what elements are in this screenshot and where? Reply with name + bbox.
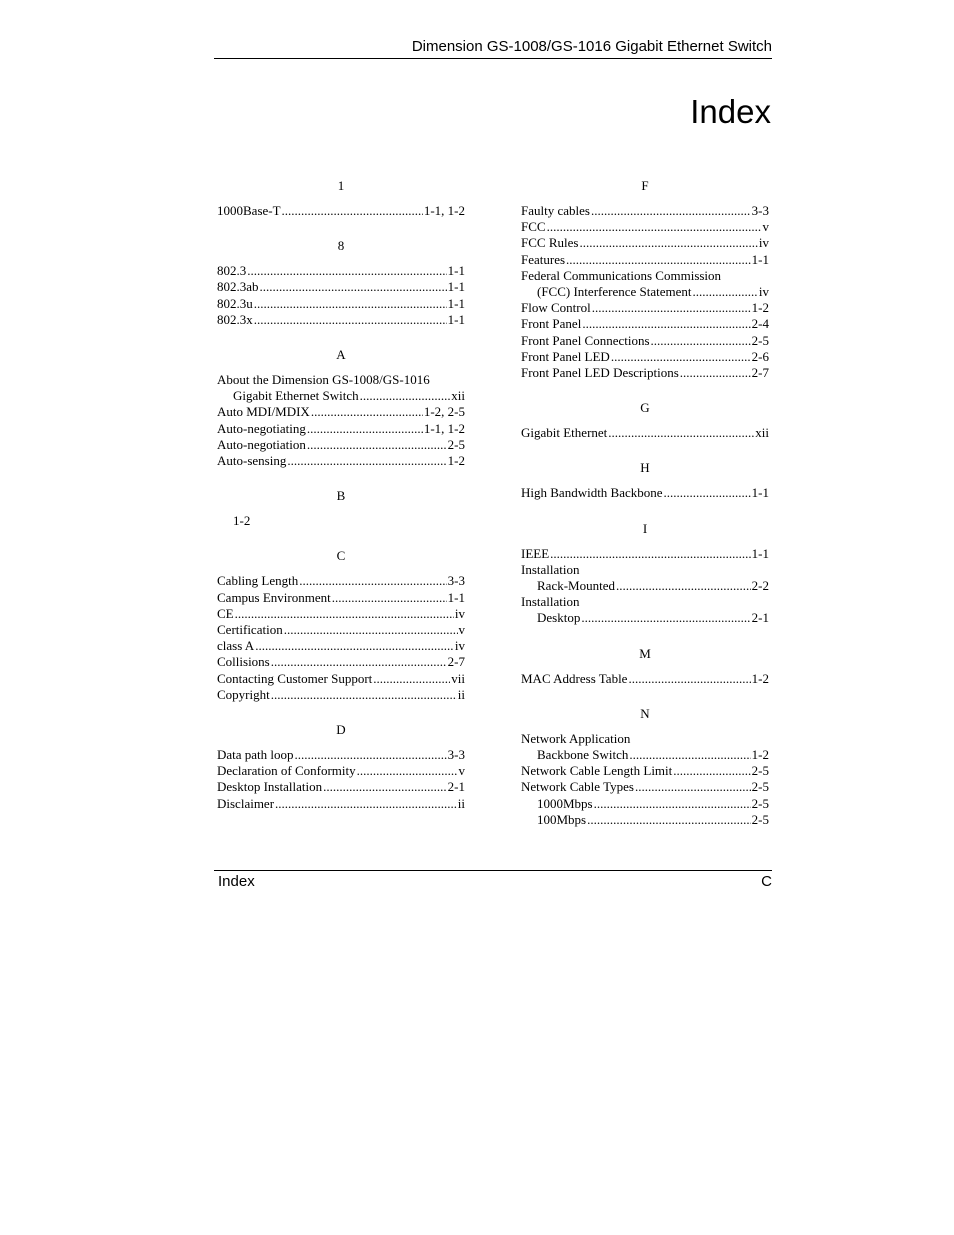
index-entry <box>217 654 465 670</box>
index-section <box>217 178 465 219</box>
dot-leader <box>295 747 447 763</box>
footer-page-number: C <box>761 873 772 890</box>
index-entry <box>217 573 465 589</box>
index-entry <box>217 622 465 638</box>
index-entry <box>217 453 465 469</box>
index-entry-page: 3-3 <box>751 203 769 218</box>
index-entry <box>521 333 769 349</box>
index-entry <box>521 235 769 251</box>
index-entry-page: ii <box>457 795 465 811</box>
index-entry-page: 1-1 <box>447 295 465 311</box>
index-entry <box>217 203 465 219</box>
dot-leader <box>373 671 450 687</box>
index-entry-term: 802.3ab <box>217 279 259 295</box>
index-entry-term: Network Cable Length Limit <box>521 763 673 779</box>
index-entry-page: 1-1 <box>751 251 769 267</box>
index-entry-page: 2-7 <box>751 365 769 381</box>
index-entry <box>521 425 769 441</box>
index-entry-term: Cabling Length <box>217 573 299 589</box>
index-entry-page: 1-1 <box>447 279 465 295</box>
index-entry <box>521 203 769 219</box>
index-entry-page: 2-1 <box>751 610 769 626</box>
index-entry <box>217 421 465 437</box>
index-entry-page: 2-5 <box>751 795 769 811</box>
section-letter: C <box>336 548 346 564</box>
index-entry-page: 1-1, 1-2 <box>423 420 465 436</box>
section-letter: 8 <box>337 238 345 254</box>
index-entry-page: 1-2 <box>751 670 769 686</box>
index-entry <box>521 578 769 594</box>
index-entry-page: 2-5 <box>447 436 465 452</box>
index-entry-page: 2-6 <box>751 348 769 364</box>
index-entry <box>217 747 465 763</box>
index-section <box>521 521 769 627</box>
dot-leader <box>311 404 423 420</box>
dot-leader <box>299 573 446 589</box>
index-entry-term: class A <box>217 638 255 654</box>
index-entry-term: Desktop <box>537 610 581 626</box>
index-entry-term: 100Mbps <box>537 811 587 827</box>
index-entry <box>217 796 465 812</box>
index-entry <box>521 316 769 332</box>
section-letter: H <box>640 460 650 476</box>
dot-leader <box>360 388 451 404</box>
index-entry-page: v <box>762 219 769 235</box>
index-entry <box>217 671 465 687</box>
dot-leader <box>680 365 751 381</box>
dot-leader <box>611 349 751 365</box>
dot-leader <box>693 284 758 300</box>
dot-leader <box>582 316 750 332</box>
section-letter: G <box>640 400 650 416</box>
index-entry-term: Gigabit Ethernet Switch <box>233 388 359 404</box>
index-entry-page: 1-1, 1-2 <box>423 203 465 218</box>
index-entry-term: Federal Communications Commission <box>521 267 722 283</box>
index-entry-term: Auto-negotiating <box>217 420 306 436</box>
index-entry <box>217 590 465 606</box>
section-letter: A <box>336 347 346 363</box>
index-entry-term: Desktop Installation <box>217 779 323 795</box>
index-entry-page: 1-1 <box>447 589 465 605</box>
dot-leader <box>271 687 457 703</box>
index-entry-term: Flow Control <box>521 300 591 316</box>
index-section <box>217 488 465 529</box>
dot-leader <box>592 300 751 316</box>
index-entry-page: 2-5 <box>751 779 769 795</box>
dot-leader <box>254 296 447 312</box>
section-letter: F <box>641 178 649 193</box>
index-entry-term: About the Dimension GS-1008/GS-1016 <box>217 372 430 388</box>
index-entry-term: Installation <box>521 594 580 610</box>
dot-leader <box>664 485 751 501</box>
index-entry-term: Installation <box>521 561 580 577</box>
index-entry <box>217 388 465 404</box>
index-entry <box>521 252 769 268</box>
dot-leader <box>550 546 751 562</box>
index-entry-term: FCC <box>521 219 546 235</box>
dot-leader <box>357 763 458 779</box>
dot-leader <box>271 654 447 670</box>
index-entry <box>217 312 465 328</box>
dot-leader <box>594 796 751 812</box>
index-entry-page: 2-5 <box>751 763 769 779</box>
index-entry <box>217 437 465 453</box>
index-entry-term: Gigabit Ethernet <box>521 425 608 441</box>
index-entry-term: Disclaimer <box>217 795 275 811</box>
section-letter: I <box>642 520 648 536</box>
index-entry-page: 1-1 <box>751 485 769 501</box>
index-entry-term: Copyright <box>217 686 270 702</box>
dot-leader <box>247 263 446 279</box>
index-entry-term: Data path loop <box>217 747 294 763</box>
dot-leader <box>635 779 751 795</box>
footer-section-label: Index <box>218 873 255 890</box>
index-section <box>521 646 769 687</box>
dot-leader <box>284 622 458 638</box>
index-entry <box>217 779 465 795</box>
index-entry-term: Campus Environment <box>217 589 331 605</box>
index-entry-term: 802.3 <box>217 263 247 279</box>
index-entry-page: 2-5 <box>751 332 769 348</box>
index-entry-term: (FCC) Interference Statement <box>537 284 692 300</box>
index-entry-page: iv <box>758 235 769 251</box>
index-entry-term: Rack-Mounted <box>537 578 615 594</box>
index-entry <box>521 812 769 828</box>
index-entry-page: 2-7 <box>447 654 465 670</box>
index-entry <box>217 296 465 312</box>
dot-leader <box>275 796 457 812</box>
index-entry <box>521 365 769 381</box>
index-entry-term: Front Panel <box>521 316 582 332</box>
index-entry-page: vii <box>451 670 465 686</box>
index-entry <box>217 687 465 703</box>
index-entry-page: v <box>458 622 465 638</box>
index-entry-term: Certification <box>217 622 283 638</box>
index-entry <box>521 284 769 300</box>
index-entry-page: 1-1 <box>447 263 465 279</box>
index-entry-term: Auto-sensing <box>217 453 287 469</box>
index-section <box>217 347 465 469</box>
dot-leader <box>282 203 423 219</box>
index-column-left <box>217 178 465 831</box>
dot-leader <box>581 610 750 626</box>
index-section <box>521 460 769 501</box>
index-entry-term: Features <box>521 251 566 267</box>
dot-leader <box>547 219 762 235</box>
dot-leader <box>587 812 751 828</box>
dot-leader <box>579 235 757 251</box>
index-entry-page: 1-2 <box>751 300 769 316</box>
index-entry-term: Auto MDI/MDIX <box>217 404 310 420</box>
running-footer <box>214 870 772 892</box>
index-entry <box>217 404 465 420</box>
dot-leader <box>608 425 754 441</box>
section-letter: B <box>336 488 346 504</box>
index-section <box>521 178 769 381</box>
index-entry <box>521 300 769 316</box>
section-letter: 1 <box>337 178 345 193</box>
index-section <box>217 548 465 703</box>
index-entry-page: 1-2, 2-5 <box>423 404 465 420</box>
index-entry-term: Network Application <box>521 730 631 746</box>
index-entry-term: Front Panel Connections <box>521 332 650 348</box>
index-entry-page: 1-2 <box>751 747 769 763</box>
index-entry-page: iv <box>454 638 465 654</box>
index-entry-page: 1-1 <box>447 311 465 327</box>
index-entry <box>217 763 465 779</box>
dot-leader <box>323 779 447 795</box>
dot-leader <box>651 333 751 349</box>
index-entry-page: 2-5 <box>751 811 769 827</box>
index-entry-term: Declaration of Conformity <box>217 763 356 779</box>
index-entry-term: 1000Base-T <box>217 203 281 218</box>
index-entry-term: Contacting Customer Support <box>217 670 373 686</box>
index-entry <box>521 796 769 812</box>
index-section <box>217 722 465 812</box>
index-entry-term: Network Cable Types <box>521 779 634 795</box>
index-entry-page: 3-3 <box>447 747 465 763</box>
index-entry-term: 1000Mbps <box>537 795 593 811</box>
index-entry-term: 802.3x <box>217 311 253 327</box>
dot-leader <box>629 747 750 763</box>
index-section <box>521 400 769 441</box>
dot-leader <box>254 312 447 328</box>
index-entry <box>217 263 465 279</box>
index-entry-page: 2-4 <box>751 316 769 332</box>
index-entry <box>521 671 769 687</box>
index-entry <box>217 279 465 295</box>
dot-leader <box>287 453 446 469</box>
index-entry-term: 1-2 <box>233 513 251 529</box>
dot-leader <box>673 763 750 779</box>
index-entry <box>521 219 769 235</box>
index-entry-page: 2-1 <box>447 779 465 795</box>
index-entry-term: Faulty cables <box>521 203 590 218</box>
index-entry-term: Collisions <box>217 654 270 670</box>
index-entry-term: Front Panel LED <box>521 348 610 364</box>
dot-leader <box>235 606 454 622</box>
index-entry-term: CE <box>217 605 234 621</box>
index-section <box>217 238 465 328</box>
index-entry <box>521 546 769 562</box>
page-title: Index <box>690 93 771 130</box>
dot-leader <box>307 421 423 437</box>
index-entry <box>521 763 769 779</box>
index-entry <box>521 747 769 763</box>
index-entry-term: Auto-negotiation <box>217 436 306 452</box>
index-entry-term: IEEE <box>521 545 550 561</box>
index-entry-page: 1-2 <box>447 453 465 469</box>
dot-leader <box>591 203 751 219</box>
running-header <box>214 37 772 59</box>
index-entry-page: iv <box>454 605 465 621</box>
index-entry-term: Front Panel LED Descriptions <box>521 365 679 381</box>
dot-leader <box>566 252 751 268</box>
index-entry-page: 3-3 <box>447 573 465 589</box>
index-entry-page: 2-2 <box>751 578 769 594</box>
section-letter: M <box>639 645 651 661</box>
index-entry-term: High Bandwidth Backbone <box>521 485 663 501</box>
dot-leader <box>332 590 447 606</box>
header-title: Dimension GS-1008/GS-1016 Gigabit Ethernet Switch <box>411 38 772 55</box>
section-letter: N <box>640 705 650 721</box>
dot-leader <box>307 437 447 453</box>
index-entry <box>521 779 769 795</box>
index-entry-term: Backbone Switch <box>537 747 629 763</box>
index-entry <box>521 485 769 501</box>
index-entry-page: iv <box>758 284 769 300</box>
dot-leader <box>628 671 750 687</box>
index-entry-page: xii <box>451 388 465 404</box>
section-letter: D <box>336 722 346 738</box>
index-entry <box>521 349 769 365</box>
index-entry <box>217 606 465 622</box>
index-entry-page: xii <box>755 425 769 441</box>
index-entry <box>217 638 465 654</box>
dot-leader <box>260 279 447 295</box>
dot-leader <box>616 578 751 594</box>
index-entry-term: 802.3u <box>217 295 253 311</box>
dot-leader <box>255 638 454 654</box>
index-entry-page: 1-1 <box>751 545 769 561</box>
index-entry-term: FCC Rules <box>521 235 579 251</box>
index-column-right <box>521 178 769 847</box>
index-entry-page: v <box>458 763 465 779</box>
index-section <box>521 706 769 828</box>
index-entry <box>521 610 769 626</box>
index-entry-page: ii <box>457 686 465 702</box>
index-entry-term: MAC Address Table <box>521 670 628 686</box>
